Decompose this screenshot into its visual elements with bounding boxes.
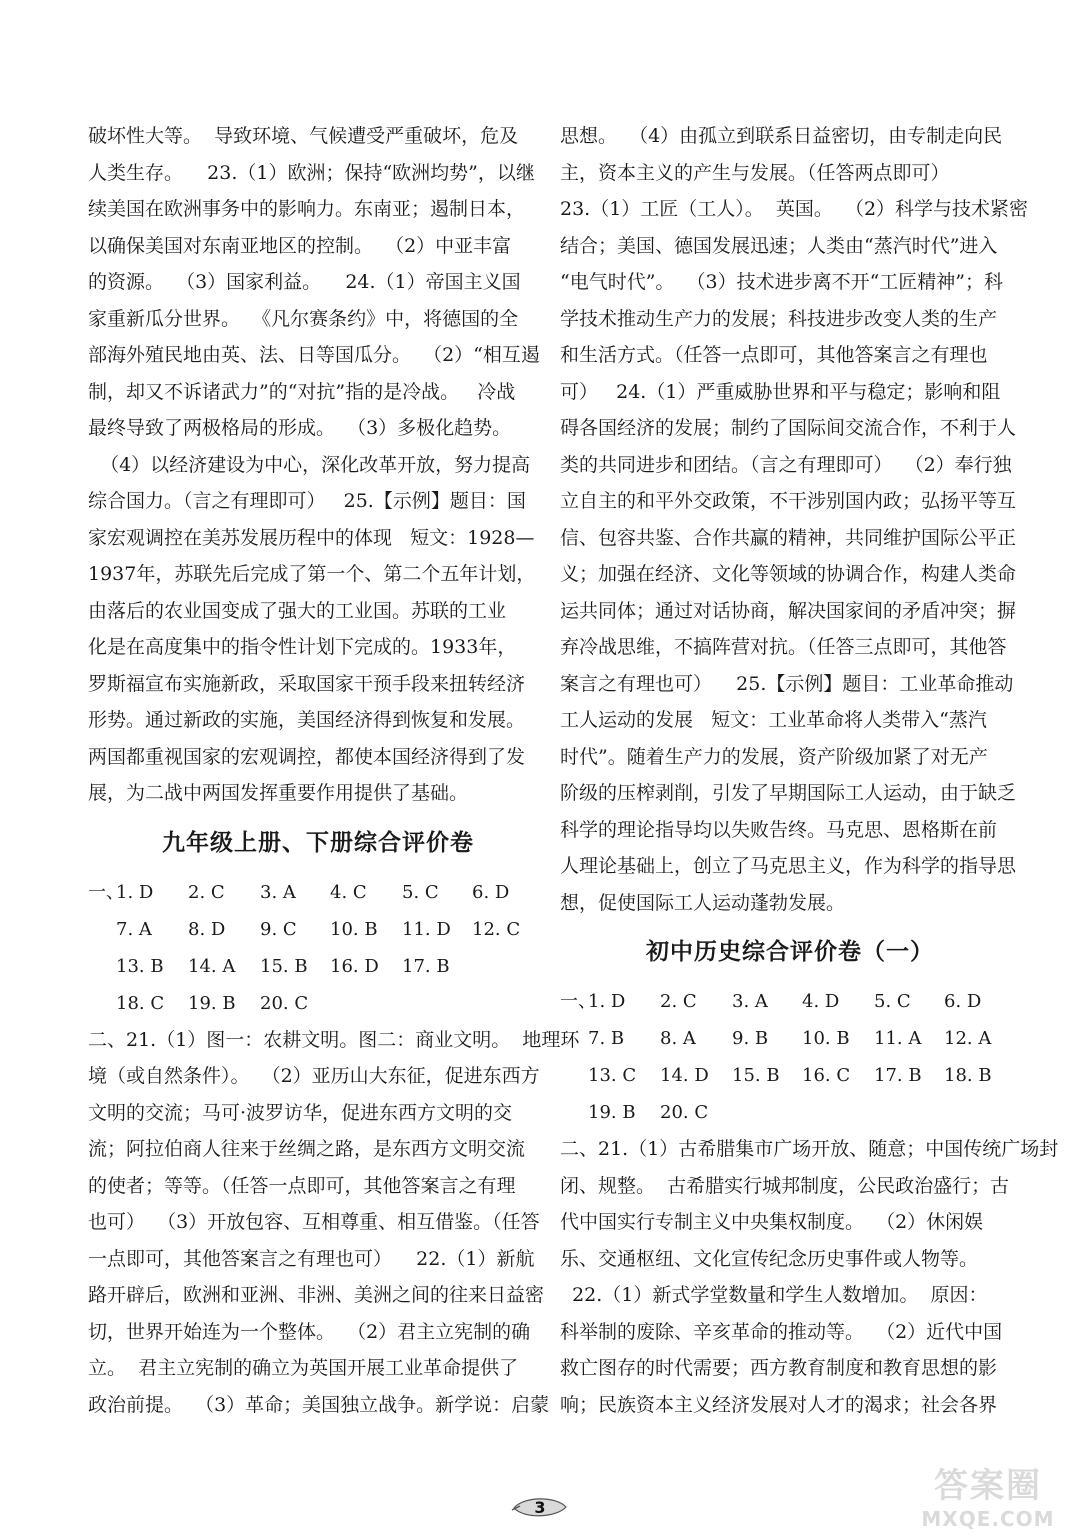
text-line: 乐、交通枢纽、文化宣传纪念历史事件或人物等。 bbox=[560, 1247, 979, 1270]
watermark-logo: 答案圈 MXQE.COM bbox=[921, 1466, 1055, 1531]
answer-row bbox=[560, 1020, 1020, 1057]
text-line: 义；加强在经济、文化等领域的协调合作，构建人类命 bbox=[560, 563, 1017, 585]
answer-item: 5. C bbox=[874, 991, 911, 1012]
text-line: 碍各国经济的发展；制约了国际间交流合作，不利于人 bbox=[560, 417, 1017, 439]
answer-item: 10. B bbox=[330, 918, 378, 940]
answer-item: 18. C bbox=[116, 992, 165, 1014]
answer-item: 17. B bbox=[402, 955, 450, 977]
section-heading-history-1: 初中历史综合评价卷（一） bbox=[646, 939, 934, 965]
answer-item: 11. A bbox=[874, 1028, 922, 1049]
answer-item: 14. A bbox=[188, 955, 236, 977]
answer-row bbox=[88, 985, 548, 1022]
text-line: 23.（1）工匠（工人）。 英国。 （2）科学与技术紧密 bbox=[560, 198, 1029, 220]
answer-item: 18. B bbox=[944, 1065, 992, 1086]
answer-item: 11. D bbox=[402, 918, 451, 940]
text-line: 案言之有理也可） 25.【示例】题目：工业革命推动 bbox=[560, 672, 1014, 695]
right-answers-top bbox=[560, 118, 1029, 921]
text-line: 二、21.（1）古希腊集市广场开放、随意；中国传统广场封 bbox=[560, 1138, 1059, 1160]
text-line: 1937年，苏联先后完成了第一个、第二个五年计划， bbox=[88, 563, 536, 585]
answer-row bbox=[560, 1094, 1020, 1131]
text-line: 想，促使国际工人运动蓬勃发展。 bbox=[560, 891, 846, 914]
answer-item: 16. D bbox=[330, 955, 379, 977]
text-line: 工人运动的发展 短文：工业革命将人类带入“蒸汽 bbox=[560, 709, 987, 731]
answer-item: 15. B bbox=[732, 1065, 780, 1086]
answer-item: 19. B bbox=[588, 1102, 636, 1123]
answer-item: 14. D bbox=[660, 1065, 709, 1086]
text-line: 和生活方式。（任答一点即可，其他答案言之有理也 bbox=[560, 344, 988, 366]
answer-item: 12. A bbox=[944, 1028, 992, 1049]
text-line: 响；民族资本主义经济发展对人才的渴求；社会各界 bbox=[560, 1393, 998, 1416]
text-line: 最终导致了两极格局的形成。 （3）多极化趋势。 bbox=[88, 417, 512, 439]
answer-row bbox=[560, 1057, 1020, 1094]
text-line: 结合；美国、德国发展迅速；人类由“蒸汽时代”进入 bbox=[560, 234, 998, 257]
answer-item: 1. D bbox=[588, 991, 626, 1012]
text-line: 救亡图存的时代需要；西方教育制度和教育思想的影 bbox=[560, 1357, 998, 1379]
text-line: 也可） （3）开放包容、互相尊重、相互借鉴。（任答 bbox=[88, 1211, 540, 1233]
answer-item: 15. B bbox=[260, 955, 308, 977]
answer-item: 13. B bbox=[116, 955, 164, 977]
section-prefix: 一、 bbox=[88, 881, 124, 903]
left-answers-bottom bbox=[88, 1022, 580, 1424]
text-line: 流；阿拉伯商人往来于丝绸之路，是东西方文明交流 bbox=[88, 1138, 526, 1160]
answer-item: 17. B bbox=[874, 1065, 922, 1086]
answer-item: 8. A bbox=[660, 1028, 696, 1049]
answer-item: 9. B bbox=[732, 1028, 769, 1049]
answer-item: 2. C bbox=[188, 881, 225, 903]
text-line: 综合国力。（言之有理即可） 25.【示例】题目：国 bbox=[88, 490, 526, 512]
text-line: 政治前提。 （3）革命；美国独立战争。新学说：启蒙 bbox=[88, 1393, 550, 1416]
answer-item: 20. C bbox=[260, 992, 309, 1014]
text-line: 制，却又不诉诸武力”的“对抗”指的是冷战。 冷战 bbox=[88, 380, 516, 403]
text-line: 代中国实行专制主义中央集权制度。 （2）休闲娱 bbox=[560, 1211, 984, 1233]
page-number: 3 bbox=[510, 1492, 570, 1522]
text-line: 类的共同进步和团结。（言之有理即可） （2）奉行独 bbox=[560, 453, 1012, 476]
answer-item: 19. B bbox=[188, 992, 236, 1014]
text-line: 科学的理论指导均以失败告终。马克思、恩格斯在前 bbox=[560, 818, 998, 841]
text-line: “电气时代”。 （3）技术进步离不开“工匠精神”；科 bbox=[560, 271, 1004, 293]
answer-item: 7. A bbox=[116, 918, 152, 940]
section-prefix: 一、 bbox=[560, 991, 596, 1012]
answer-row bbox=[88, 911, 548, 948]
text-line: 人类生存。 23.（1）欧洲；保持“欧洲均势”，以继 bbox=[88, 161, 535, 184]
answer-row bbox=[88, 948, 548, 985]
right-column bbox=[560, 118, 1059, 1423]
answer-item: 20. C bbox=[660, 1102, 709, 1123]
answer-item: 6. D bbox=[944, 991, 982, 1012]
text-line: 化是在高度集中的指令性计划下完成的。1933年， bbox=[88, 636, 517, 658]
text-line: 闭、规整。 古希腊实行城邦制度，公民政治盛行；古 bbox=[560, 1174, 1010, 1197]
answer-item: 13. C bbox=[588, 1065, 637, 1086]
text-line: 时代”。随着生产力的发展，资产阶级加紧了对无产 bbox=[560, 745, 988, 768]
answer-item: 5. C bbox=[402, 881, 439, 903]
right-multiple-choice bbox=[560, 983, 1020, 1131]
answer-row bbox=[88, 874, 548, 911]
answer-item: 4. C bbox=[330, 881, 367, 903]
answer-item: 3. A bbox=[260, 881, 296, 903]
text-line: 阶级的压榨剥削，引发了早期国际工人运动，由于缺乏 bbox=[560, 782, 1017, 804]
text-line: 切，世界开始连为一个整体。 （2）君主立宪制的确 bbox=[88, 1320, 531, 1343]
text-line: 主，资本主义的产生与发展。（任答两点即可） bbox=[560, 161, 950, 184]
answer-item: 7. B bbox=[588, 1028, 625, 1049]
answer-item: 4. D bbox=[802, 991, 840, 1012]
left-answers-top bbox=[88, 118, 548, 812]
text-line: 家重新瓜分世界。 《凡尔赛条约》中，将德国的全 bbox=[88, 307, 519, 330]
text-line: 二、21.（1）图一：农耕文明。图二：商业文明。 地理环 bbox=[88, 1028, 580, 1051]
text-line: 22.（1）新式学堂数量和学生人数增加。 原因： bbox=[560, 1284, 988, 1306]
text-line: 路开辟后，欧洲和亚洲、非洲、美洲之间的往来日益密 bbox=[88, 1284, 545, 1306]
text-line: 破坏性大等。 导致环境、气候遭受严重破坏，危及 bbox=[88, 125, 519, 147]
text-line: 立。 君主立宪制的确立为英国开展工业革命提供了 bbox=[88, 1357, 519, 1379]
text-line: 的使者；等等。（任答一点即可，其他答案言之有理 bbox=[88, 1174, 516, 1197]
text-line: 运共同体；通过对话协商，解决国家间的矛盾冲突；摒 bbox=[560, 599, 1017, 622]
answer-item: 9. C bbox=[260, 918, 297, 940]
answer-item: 6. D bbox=[472, 881, 510, 903]
answer-item: 2. C bbox=[660, 991, 697, 1012]
text-line: 罗斯福宣布实施新政，采取国家干预手段来扭转经济 bbox=[88, 672, 526, 695]
text-line: 境（或自然条件）。 （2）亚历山大东征，促进东西方 bbox=[88, 1065, 540, 1087]
right-answers-bottom bbox=[560, 1131, 1059, 1423]
answer-item: 8. D bbox=[188, 918, 226, 940]
text-line: 一点即可，其他答案言之有理也可） 22.（1）新航 bbox=[88, 1247, 535, 1270]
text-line: 信、包容共鉴、合作共赢的精神，共同维护国际公平正 bbox=[560, 526, 1017, 549]
text-line: 由落后的农业国变成了强大的工业国。苏联的工业 bbox=[88, 599, 507, 622]
text-line: （4）以经济建设为中心，深化改革开放，努力提高 bbox=[88, 453, 531, 476]
text-line: 科举制的废除、辛亥革命的推动等。 （2）近代中国 bbox=[560, 1320, 1003, 1343]
text-line: 学技术推动生产力的发展；科技进步改变人类的生产 bbox=[560, 307, 998, 330]
section-heading-grade9: 九年级上册、下册综合评价卷 bbox=[162, 829, 474, 856]
text-line: 可） 24.（1）严重威胁世界和平与稳定；影响和阻 bbox=[560, 380, 1001, 403]
answer-item: 3. A bbox=[732, 991, 768, 1012]
answer-row bbox=[560, 983, 1020, 1020]
text-line: 家宏观调控在美苏发展历程中的体现 短文：1928— bbox=[88, 526, 535, 549]
left-column bbox=[88, 118, 580, 1423]
answer-item: 1. D bbox=[116, 881, 154, 903]
text-line: 弃冷战思维，不搞阵营对抗。（任答三点即可，其他答 bbox=[560, 636, 1007, 658]
text-line: 文明的交流；马可·波罗访华，促进东西方文明的交 bbox=[88, 1101, 513, 1124]
answer-item: 10. B bbox=[802, 1028, 850, 1049]
text-line: 的资源。 （3）国家利益。 24.（1）帝国主义国 bbox=[88, 271, 521, 293]
text-line: 人理论基础上，创立了马克思主义，作为科学的指导思 bbox=[560, 855, 1017, 877]
text-line: 两国都重视国家的宏观调控，都使本国经济得到了发 bbox=[88, 745, 526, 768]
text-line: 形势。通过新政的实施，美国经济得到恢复和发展。 bbox=[88, 709, 526, 731]
answer-item: 12. C bbox=[472, 918, 521, 940]
text-line: 部海外殖民地由英、法、日等国瓜分。 （2）“相互遏 bbox=[88, 344, 540, 366]
left-multiple-choice bbox=[88, 874, 548, 1022]
text-line: 立自主的和平外交政策，不干涉别国内政；弘扬平等互 bbox=[560, 490, 1017, 512]
text-line: 续美国在欧洲事务中的影响力。东南亚；遏制日本， bbox=[88, 198, 526, 220]
text-line: 展，为二战中两国发挥重要作用提供了基础。 bbox=[88, 782, 469, 804]
text-line: 思想。 （4）由孤立到联系日益密切，由专制走向民 bbox=[560, 125, 1003, 147]
answer-item: 16. C bbox=[802, 1065, 851, 1086]
text-line: 以确保美国对东南亚地区的控制。 （2）中亚丰富 bbox=[88, 234, 512, 257]
